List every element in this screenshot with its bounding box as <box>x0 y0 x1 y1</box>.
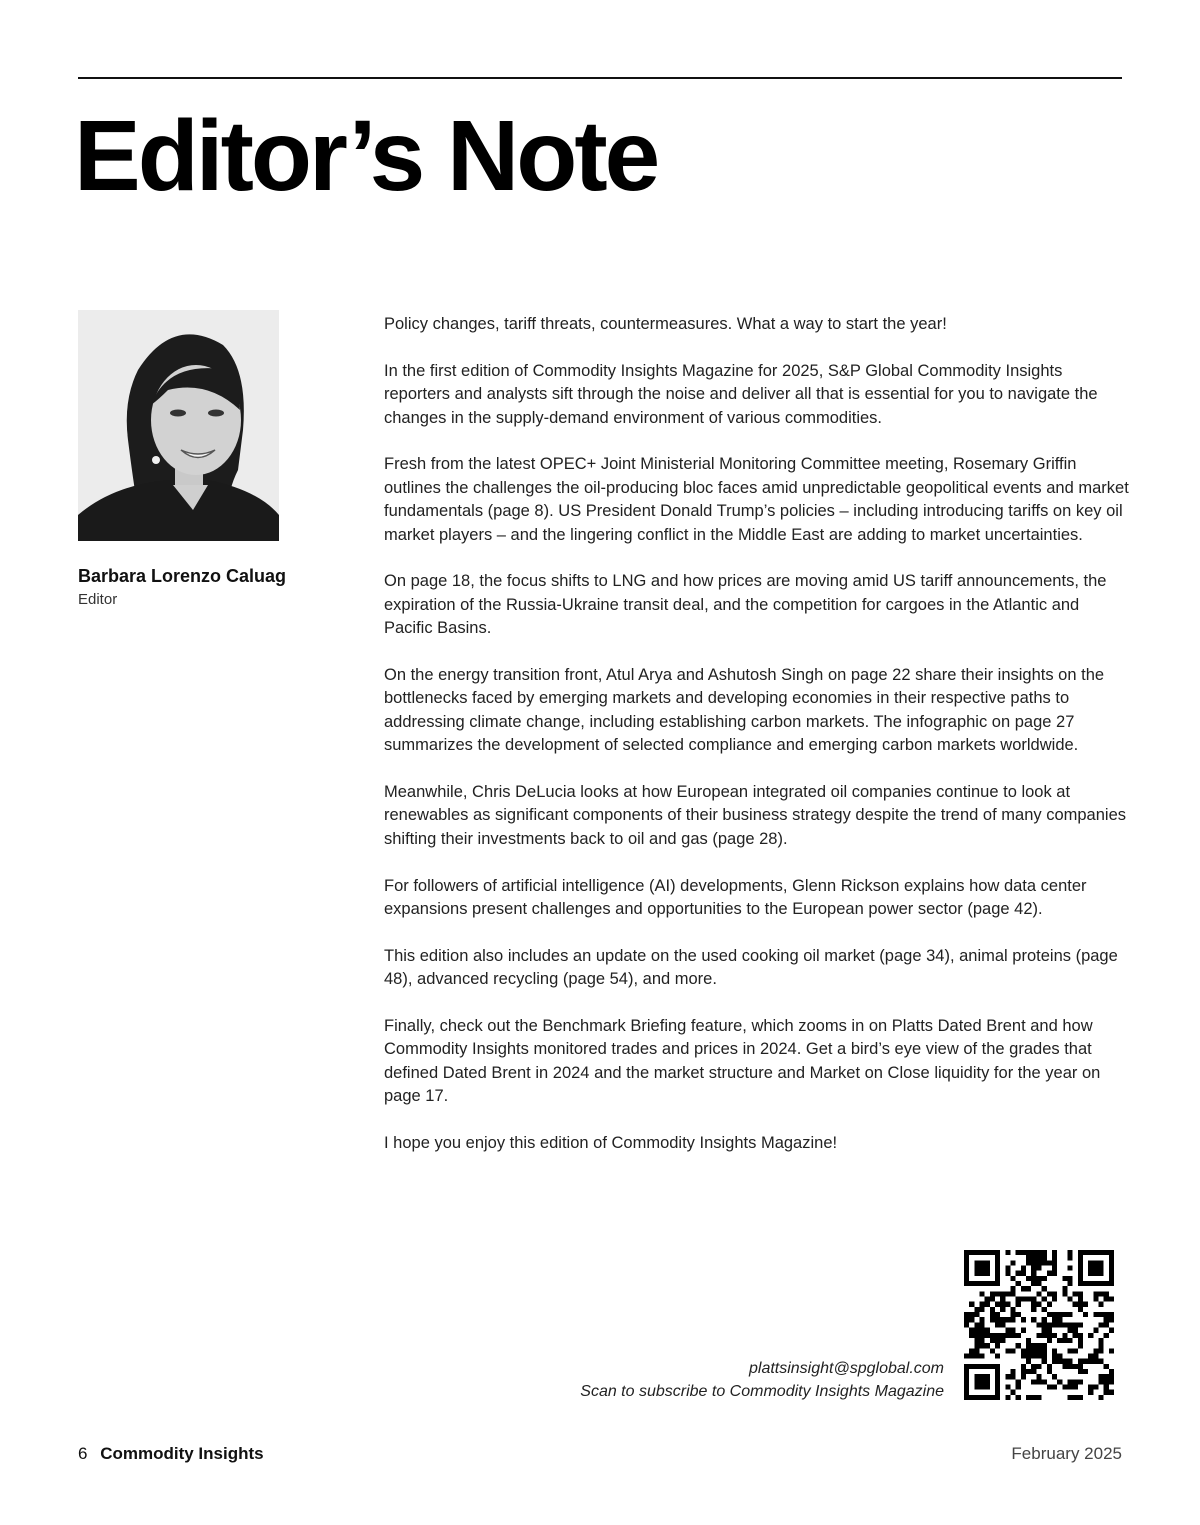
qr-code-icon[interactable] <box>964 1250 1114 1400</box>
body-paragraph: Meanwhile, Chris DeLucia looks at how European integrated oil companies continue to look at renewables as significant components of their business strategy despite the trend of many companies shifting their investments back to oil and gas (page 28). <box>384 783 1126 848</box>
body-paragraph: I hope you enjoy this edition of Commodity Insights Magazine! <box>384 1134 838 1153</box>
article-body <box>384 313 1129 1179</box>
footer-left <box>78 1444 264 1464</box>
editor-portrait <box>78 310 279 541</box>
subscribe-text: Scan to subscribe to Commodity Insights Magazine <box>580 1383 944 1400</box>
contact-email[interactable]: plattsinsight@spglobal.com <box>748 1360 944 1377</box>
top-rule <box>78 77 1122 79</box>
author-name: Barbara Lorenzo Caluag <box>78 566 287 586</box>
footer-brand: Commodity Insights <box>100 1444 264 1463</box>
body-paragraph: On the energy transition front, Atul Arya and Ashutosh Singh on page 22 share their insights on the bottlenecks faced by emerging markets and developing economies in their respective paths to addressing climate change, including establishing carbon markets. The infographic on page 27 summarizes the development of selected compliance and emerging carbon markets worldwide. <box>384 666 1105 755</box>
body-paragraph: On page 18, the focus shifts to LNG and how prices are moving amid US tariff announcements, the expiration of the Russia-Ukraine transit deal, and the competition for cargoes in the Atlantic and Pacific Basins. <box>384 572 1107 638</box>
page-title: Editor’s Note <box>74 100 658 212</box>
contact-block <box>580 1357 944 1403</box>
body-paragraph: Policy changes, tariff threats, countermeasures. What a way to start the year! <box>384 315 947 333</box>
body-paragraph: This edition also includes an update on the used cooking oil market (page 34), animal proteins (page 48), advanced recycling (page 54), and more. <box>384 946 1118 989</box>
body-paragraph: Finally, check out the Benchmark Briefing feature, which zooms in on Platts Dated Brent and how Commodity Insights monitored trades and prices in 2024. Get a bird’s eye view of the grades that defined Dated Brent in 2024 and the market structure and Market on Close liquidity for the year on page 17. <box>384 1017 1101 1106</box>
author-role: Editor <box>78 591 118 608</box>
page-number: 6 <box>78 1444 88 1463</box>
footer-date: February 2025 <box>1011 1444 1122 1463</box>
body-paragraph: For followers of artificial intelligence (AI) developments, Glenn Rickson explains how data center expansions present challenges and opportunities to the European power sector (page 42). <box>384 876 1087 919</box>
body-paragraph: Fresh from the latest OPEC+ Joint Ministerial Monitoring Committee meeting, Rosemary Griffin outlines the challenges the oil-producing bloc faces amid unpredictable geopolitical events and market fundamentals (page 8). US President Donald Trump’s policies – including introducing tariffs on key oil market players – and the lingering conflict in the Middle East are adding to market uncertainties. <box>384 455 1129 544</box>
body-paragraph: In the first edition of Commodity Insights Magazine for 2025, S&P Global Commodity Insights reporters and analysts sift through the noise and deliver all that is essential for you to navigate the changes in the supply-demand environment of various commodities. <box>384 361 1098 427</box>
